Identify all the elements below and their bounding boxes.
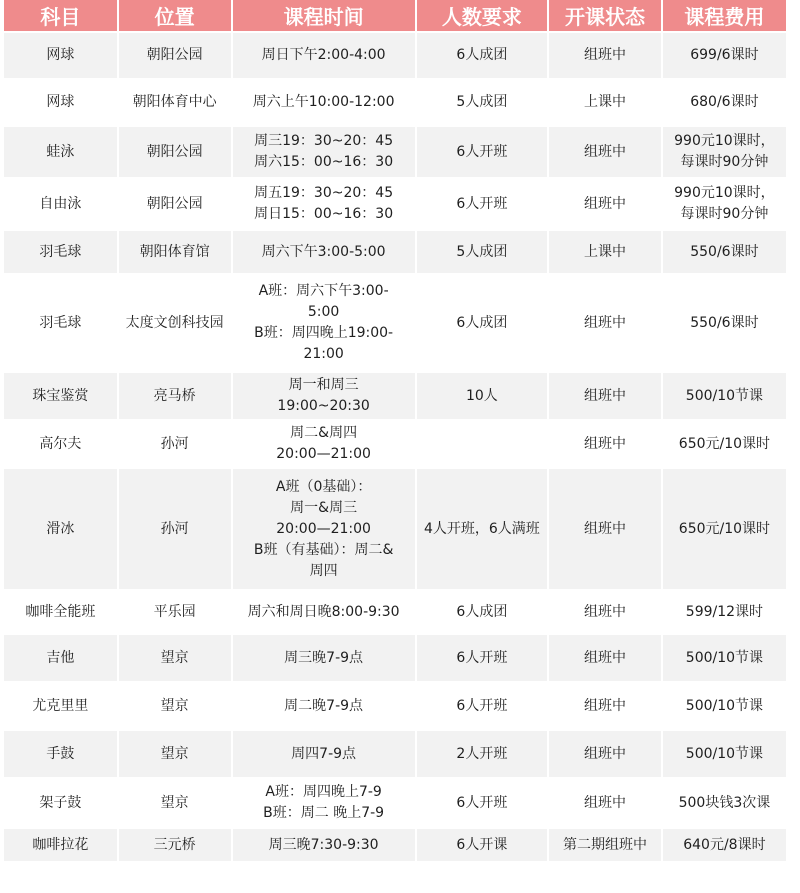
cell-location: 三元桥 [118,828,232,862]
cell-location: 孙河 [118,468,232,590]
table-row [4,730,786,778]
cell-headcount: 6人成团 [416,590,548,634]
table-row [4,682,786,730]
cell-status: 组班中 [548,682,662,730]
cell-subject: 架子鼓 [4,778,118,828]
cell-fee: 650元/10课时 [662,420,786,468]
cell-schedule: 周六和周日晚8:00-9:30 [232,590,416,634]
cell-status: 上课中 [548,230,662,274]
table-row [4,372,786,420]
cell-subject: 自由泳 [4,178,118,230]
cell-fee: 680/6课时 [662,79,786,126]
cell-status: 组班中 [548,420,662,468]
cell-headcount: 6人成团 [416,274,548,372]
header-subject: 科目 [4,0,118,32]
header-location: 位置 [118,0,232,32]
table-row [4,634,786,682]
cell-headcount: 6人开班 [416,634,548,682]
table-row [4,468,786,590]
cell-location: 望京 [118,682,232,730]
table-row [4,420,786,468]
header-status: 开课状态 [548,0,662,32]
cell-fee: 990元10课时， 每课时90分钟 [662,178,786,230]
cell-headcount [416,420,548,468]
header-schedule: 课程时间 [232,0,416,32]
cell-location: 朝阳公园 [118,178,232,230]
cell-location: 朝阳公园 [118,126,232,178]
cell-subject: 羽毛球 [4,274,118,372]
cell-fee: 550/6课时 [662,274,786,372]
table-header [4,0,786,32]
cell-subject: 手鼓 [4,730,118,778]
cell-headcount: 6人开课 [416,828,548,862]
cell-status: 组班中 [548,372,662,420]
cell-schedule: A班（0基础）： 周一&周三 20:00—21:00 B班（有基础）：周二& 周四 [232,468,416,590]
cell-location: 太度文创科技园 [118,274,232,372]
cell-schedule: 周二晚7-9点 [232,682,416,730]
cell-headcount: 4人开班，6人满班 [416,468,548,590]
cell-fee: 650元/10课时 [662,468,786,590]
header-row [4,0,786,32]
cell-headcount: 6人开班 [416,178,548,230]
cell-schedule: 周三19：30~20：45 周六15：00~16：30 [232,126,416,178]
table-row [4,79,786,126]
cell-headcount: 5人成团 [416,230,548,274]
cell-subject: 吉他 [4,634,118,682]
cell-location: 亮马桥 [118,372,232,420]
cell-status: 上课中 [548,79,662,126]
table-row [4,230,786,274]
cell-headcount: 6人成团 [416,32,548,79]
cell-subject: 蛙泳 [4,126,118,178]
cell-subject: 咖啡拉花 [4,828,118,862]
cell-location: 朝阳公园 [118,32,232,79]
cell-location: 孙河 [118,420,232,468]
cell-schedule: 周日下午2:00-4:00 [232,32,416,79]
table-row [4,828,786,862]
table-row [4,274,786,372]
cell-schedule: 周二&周四 20:00—21:00 [232,420,416,468]
table-row [4,126,786,178]
cell-location: 望京 [118,634,232,682]
cell-fee: 500块钱3次课 [662,778,786,828]
cell-fee: 500/10节课 [662,682,786,730]
cell-location: 望京 [118,730,232,778]
table-row [4,778,786,828]
cell-status: 组班中 [548,178,662,230]
cell-headcount: 5人成团 [416,79,548,126]
cell-schedule: A班：周六下午3:00- 5:00 B班：周四晚上19:00- 21:00 [232,274,416,372]
cell-headcount: 6人开班 [416,126,548,178]
cell-fee: 500/10节课 [662,372,786,420]
cell-location: 朝阳体育馆 [118,230,232,274]
cell-fee: 699/6课时 [662,32,786,79]
cell-headcount: 6人开班 [416,682,548,730]
cell-subject: 高尔夫 [4,420,118,468]
table-row [4,178,786,230]
course-table [4,0,786,863]
cell-status: 组班中 [548,32,662,79]
cell-schedule: 周六上午10:00-12:00 [232,79,416,126]
cell-fee: 500/10节课 [662,634,786,682]
cell-status: 第二期组班中 [548,828,662,862]
cell-subject: 羽毛球 [4,230,118,274]
cell-subject: 滑冰 [4,468,118,590]
cell-location: 望京 [118,778,232,828]
cell-location: 平乐园 [118,590,232,634]
cell-schedule: 周三晚7:30-9:30 [232,828,416,862]
header-fee: 课程费用 [662,0,786,32]
cell-status: 组班中 [548,778,662,828]
cell-fee: 500/10节课 [662,730,786,778]
cell-fee: 990元10课时， 每课时90分钟 [662,126,786,178]
cell-subject: 网球 [4,79,118,126]
cell-headcount: 2人开班 [416,730,548,778]
table-body [4,32,786,862]
cell-status: 组班中 [548,468,662,590]
cell-schedule: 周三晚7-9点 [232,634,416,682]
cell-headcount: 10人 [416,372,548,420]
cell-subject: 咖啡全能班 [4,590,118,634]
cell-subject: 尤克里里 [4,682,118,730]
cell-status: 组班中 [548,274,662,372]
cell-status: 组班中 [548,126,662,178]
cell-fee: 550/6课时 [662,230,786,274]
cell-schedule: 周六下午3:00-5:00 [232,230,416,274]
cell-status: 组班中 [548,730,662,778]
cell-location: 朝阳体育中心 [118,79,232,126]
header-headcount: 人数要求 [416,0,548,32]
cell-schedule: 周五19：30~20：45 周日15：00~16：30 [232,178,416,230]
cell-status: 组班中 [548,634,662,682]
cell-schedule: 周一和周三 19:00~20:30 [232,372,416,420]
cell-status: 组班中 [548,590,662,634]
cell-fee: 640元/8课时 [662,828,786,862]
cell-subject: 网球 [4,32,118,79]
table-row [4,32,786,79]
cell-schedule: A班：周四晚上7-9 B班：周二 晚上7-9 [232,778,416,828]
table-row [4,590,786,634]
course-table-container [4,0,786,863]
cell-subject: 珠宝鉴赏 [4,372,118,420]
cell-fee: 599/12课时 [662,590,786,634]
cell-headcount: 6人开班 [416,778,548,828]
cell-schedule: 周四7-9点 [232,730,416,778]
